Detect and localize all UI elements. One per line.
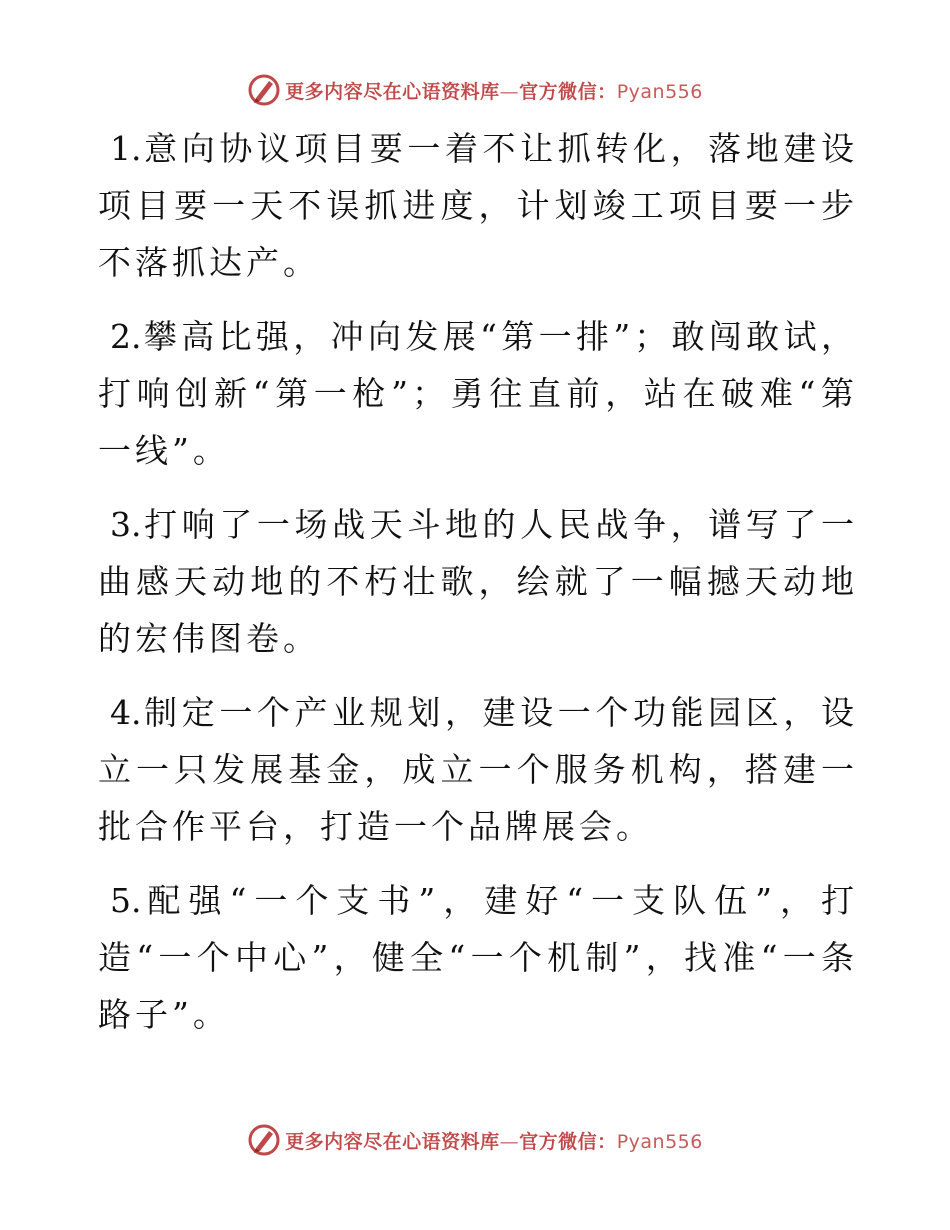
header-brand: 更多内容尽在心语资料库 — [285, 80, 500, 103]
footer-wechat-id: Pyan556 — [616, 1130, 703, 1153]
item-number: 1. — [110, 129, 142, 168]
footer-wechat-label: 官方微信： — [519, 1130, 617, 1153]
document-body — [98, 120, 858, 1060]
list-item — [98, 120, 858, 291]
list-item — [98, 496, 858, 667]
header-wechat-id: Pyan556 — [616, 80, 703, 103]
header-separator: — — [499, 80, 520, 103]
footer-text — [285, 1127, 703, 1154]
item-number: 3. — [110, 505, 142, 544]
list-item — [98, 872, 858, 1043]
item-number: 2. — [110, 317, 142, 356]
footer-separator: — — [499, 1130, 520, 1153]
header-wechat-label: 官方微信： — [519, 80, 617, 103]
header-banner — [0, 70, 950, 110]
list-item — [98, 308, 858, 479]
list-item — [98, 684, 858, 855]
header-text — [285, 77, 703, 104]
item-number: 4. — [110, 693, 142, 732]
pen-logo-icon — [247, 73, 281, 107]
item-text: 攀高比强，冲向发展“第一排”；敢闯敢试，打响创新“第一枪”；勇往直前，站在破难“第一线”。 — [98, 317, 858, 470]
item-text: 意向协议项目要一着不让抓转化，落地建设项目要一天不误抓进度，计划竣工项目要一步不落抓达产。 — [98, 129, 858, 282]
item-text: 打响了一场战天斗地的人民战争，谱写了一曲感天动地的不朽壮歌，绘就了一幅撼天动地的宏伟图卷。 — [98, 505, 858, 658]
pen-logo-icon — [247, 1123, 281, 1157]
item-text: 配强“一个支书”，建好“一支队伍”，打造“一个中心”，健全“一个机制”，找准“一条路子”。 — [98, 881, 858, 1034]
footer-brand: 更多内容尽在心语资料库 — [285, 1130, 500, 1153]
item-text: 制定一个产业规划，建设一个功能园区，设立一只发展基金，成立一个服务机构，搭建一批合作平台，打造一个品牌展会。 — [98, 693, 858, 846]
item-number: 5. — [110, 881, 142, 920]
footer-banner — [0, 1120, 950, 1160]
